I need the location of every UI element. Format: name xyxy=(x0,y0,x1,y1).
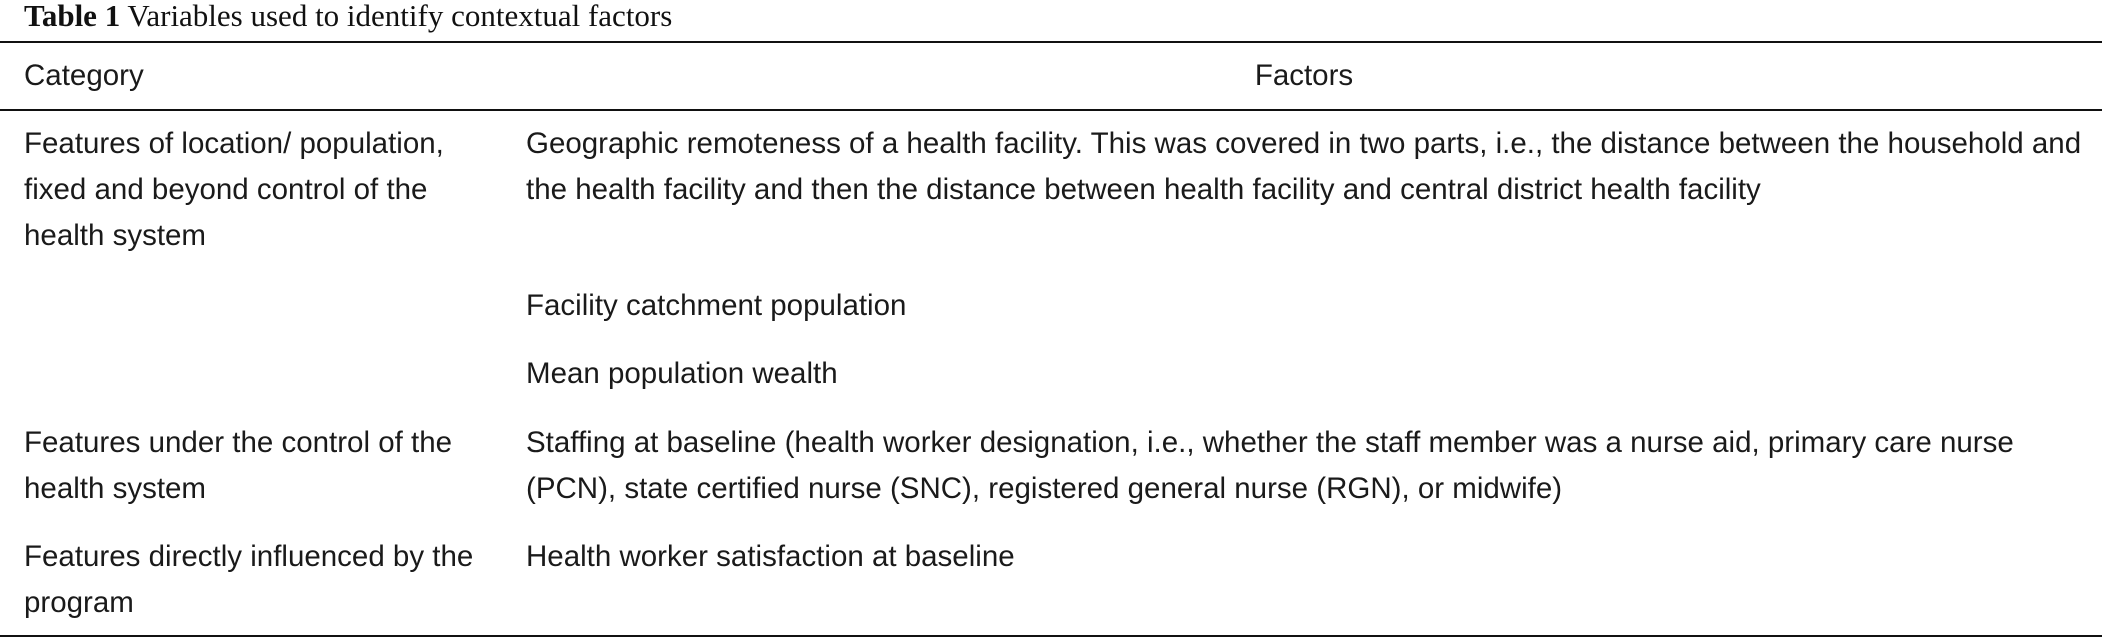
row-3-category: Features directly influenced by the program xyxy=(24,540,474,619)
row-2-factor-1: Staffing at baseline (health worker designation, i.e., whether the staff member was a nurse aid, primary care nurse (PCN), state certified nurse (SNC), registered general nurse (RGN), or midwife) xyxy=(526,426,2014,505)
row-2-category: Features under the control of the health system xyxy=(24,426,453,505)
table-caption xyxy=(24,0,672,32)
top-rule xyxy=(0,41,2102,43)
row-1-factor-1: Geographic remoteness of a health facility. This was covered in two parts, i.e., the distance between the household and the health facility and then the distance between health facility and central district health facility xyxy=(526,127,2082,206)
header-category: Category xyxy=(24,59,144,92)
table-number: Table 1 xyxy=(24,0,121,33)
header-rule xyxy=(0,109,2102,111)
header-factors: Factors xyxy=(1254,59,1354,92)
bottom-rule xyxy=(0,635,2102,637)
row-1-factor-2: Facility catchment population xyxy=(526,289,907,322)
row-3-factor-1: Health worker satisfaction at baseline xyxy=(526,540,1015,573)
table-title: Variables used to identify contextual factors xyxy=(127,0,673,33)
row-1-category: Features of location/ population, fixed and beyond control of the health system xyxy=(24,127,444,252)
row-1-factor-3: Mean population wealth xyxy=(526,357,838,390)
